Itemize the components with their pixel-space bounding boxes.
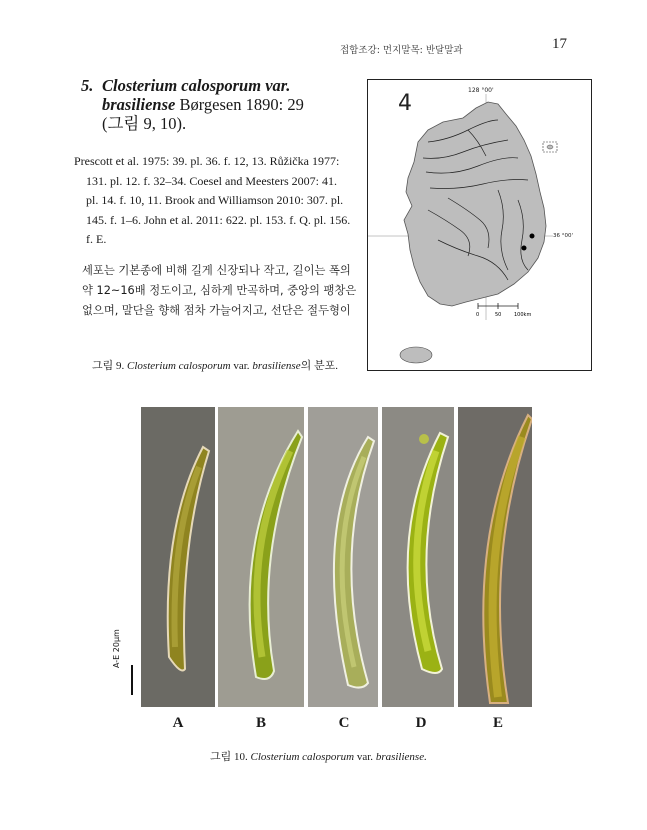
map-panel-number: 4 bbox=[398, 91, 412, 116]
panel-label-c: C bbox=[338, 715, 350, 731]
panel-label-b: B bbox=[255, 715, 266, 731]
reference-line: Prescott et al. 1975: 39. pl. 36. f. 12, 13. Růžička 1977: bbox=[74, 154, 340, 168]
panel-label-a: A bbox=[172, 715, 184, 731]
description-line: 세포는 기본종에 비해 길게 신장되나 작고, 길이는 폭의 bbox=[82, 264, 351, 277]
reference-line: pl. 14. f. 10, 11. Brook and Williamson 2010: 307. pl. bbox=[86, 193, 344, 207]
species-heading bbox=[81, 76, 355, 133]
micrograph-d bbox=[382, 407, 454, 707]
page-number: 17 bbox=[552, 36, 567, 52]
map-longitude-label: 36 °00' bbox=[553, 233, 574, 239]
occurrence-point bbox=[522, 246, 527, 251]
ulleungdo-island bbox=[543, 142, 557, 152]
map-scale-bar bbox=[476, 303, 531, 318]
reference-line: f. E. bbox=[86, 232, 107, 246]
panel-label-d: D bbox=[415, 715, 427, 731]
micrograph-b bbox=[218, 407, 304, 707]
scale-bar bbox=[131, 665, 133, 695]
species-rank: var. bbox=[265, 76, 291, 95]
description-line: 없으며, 말단을 향해 점차 가늘어지고, 선단은 절두형이 bbox=[82, 304, 351, 317]
running-header: 접합조강: 먼지말목: 반달말과 bbox=[340, 45, 463, 56]
reference-line: 145. f. 1–6. John et al. 2011: 622. pl. 153. f. Q. pl. 156. bbox=[86, 212, 351, 227]
scale-bar-label: A-E 20μm bbox=[112, 629, 121, 668]
species-binomial: Closterium calosporum bbox=[102, 76, 262, 95]
scale-tick: 100km bbox=[514, 312, 532, 318]
occurrence-point bbox=[530, 234, 535, 239]
map-latitude-label: 128 °00' bbox=[468, 87, 494, 94]
micrograph-a bbox=[141, 407, 215, 707]
figure10-caption: 그림 10. Closterium calosporum var. brasiliense. bbox=[210, 751, 427, 763]
distribution-map bbox=[367, 79, 592, 371]
description-paragraph bbox=[82, 261, 357, 321]
micrograph-c bbox=[308, 407, 378, 707]
species-figure-ref: (그림 9, 10). bbox=[102, 114, 187, 133]
figure9-caption: 그림 9. Closterium calosporum var. brasiliense의 분포. bbox=[92, 360, 338, 372]
panel-label-e: E bbox=[492, 715, 503, 731]
species-variety: brasiliense bbox=[102, 95, 176, 114]
micrograph-e bbox=[458, 407, 532, 707]
jeju-island bbox=[400, 347, 432, 363]
description-line: 약 12~16배 정도이고, 심하게 만곡하며, 중앙의 팽창은 bbox=[82, 284, 357, 297]
reference-line: 131. pl. 12. f. 32–34. Coesel and Meesters 2007: 41. bbox=[86, 173, 337, 188]
species-number: 5. bbox=[81, 76, 94, 95]
scale-tick: 0 bbox=[476, 312, 480, 318]
korea-peninsula-shape bbox=[404, 102, 546, 306]
species-authority: Børgesen 1890: 29 bbox=[179, 95, 304, 114]
scale-tick: 50 bbox=[495, 312, 502, 318]
reference-list bbox=[74, 152, 350, 250]
